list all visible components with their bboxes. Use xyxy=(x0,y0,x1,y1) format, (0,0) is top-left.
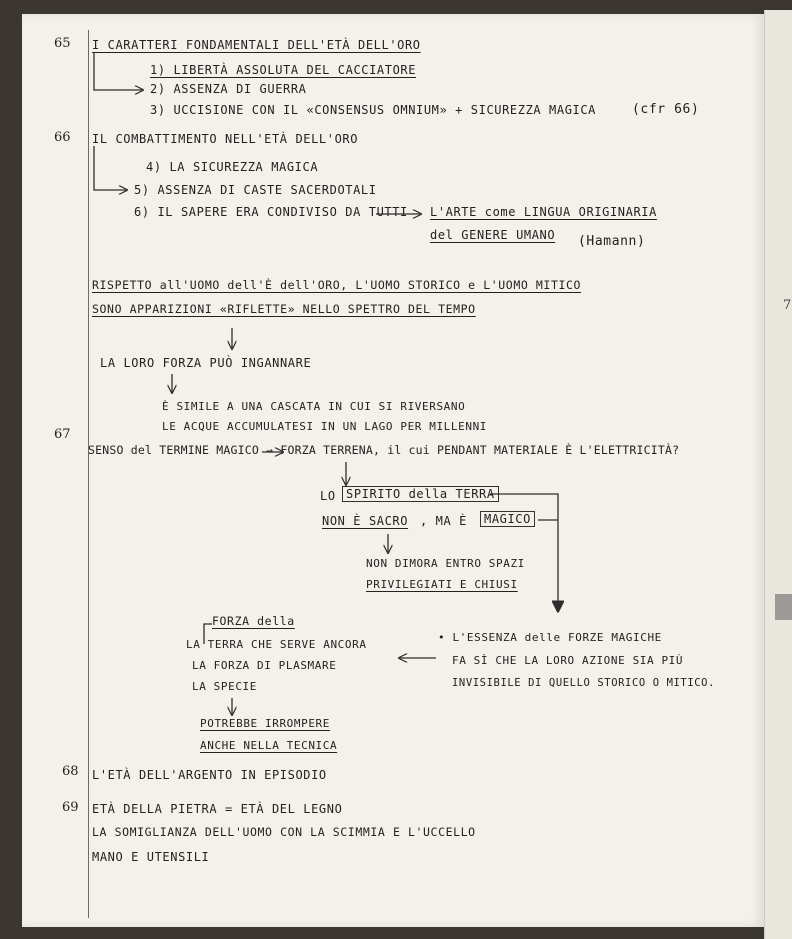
essenza-line-3: INVISIBILE DI QUELLO STORICO O MITICO. xyxy=(452,677,716,689)
line-69c: MANO E UTENSILI xyxy=(92,850,210,864)
forza-line: LA LORO FORZA PUÒ INGANNARE xyxy=(100,356,312,370)
essenza-line-2: FA SÌ CHE LA LORO AZIONE SIA PIÙ xyxy=(452,654,684,667)
margin-number-69: 69 xyxy=(62,800,79,815)
item-1: 1) LIBERTÀ ASSOLUTA DEL CACCIATORE xyxy=(150,63,417,77)
terra-line-2: LA FORZA DI PLASMARE xyxy=(192,659,337,672)
spirito-lo: LO xyxy=(320,489,336,503)
line-68: L'ETÀ DELL'ARGENTO IN EPISODIO xyxy=(92,768,327,782)
line-69: ETÀ DELLA PIETRA = ETÀ DEL LEGNO xyxy=(92,802,343,816)
item-4: 4) LA SICUREZZA MAGICA xyxy=(146,160,319,174)
rispetto-line-1: RISPETTO all'UOMO dell'È dell'ORO, L'UOMO STORICO e L'UOMO MITICO xyxy=(92,278,582,292)
arte-line-2: del GENERE UMANO xyxy=(430,228,556,242)
magico-box: MAGICO xyxy=(480,511,535,527)
margin-number-68: 68 xyxy=(62,764,79,779)
right-page-number: 7 xyxy=(783,298,792,313)
item-3-reference: (cfr 66) xyxy=(632,102,700,117)
potrebbe-line-2: ANCHE NELLA TECNICA xyxy=(200,739,338,752)
margin-number-65: 65 xyxy=(54,36,71,51)
line-66-title: IL COMBATTIMENTO NELL'ETÀ DELL'ORO xyxy=(92,132,359,146)
item-2: 2) ASSENZA DI GUERRA xyxy=(150,82,307,96)
non-e-sacro: NON È SACRO xyxy=(322,514,409,528)
essenza-line-1: • L'ESSENZA delle FORZE MAGICHE xyxy=(438,631,662,644)
item-5: 5) ASSENZA DI CASTE SACERDOTALI xyxy=(134,183,377,197)
potrebbe-line-1: POTREBBE IRROMPERE xyxy=(200,717,331,730)
notebook-page xyxy=(22,14,764,927)
terra-line-1: LA TERRA CHE SERVE ANCORA xyxy=(186,638,367,651)
line-69b: LA SOMIGLIANZA DELL'UOMO CON LA SCIMMIA E L'UCCELLO xyxy=(92,825,476,839)
margin-number-66: 66 xyxy=(54,130,71,145)
page-tab-marker xyxy=(775,594,792,620)
forza-terra-label: FORZA della xyxy=(212,614,295,628)
spirito-box: SPIRITO della TERRA xyxy=(342,486,499,502)
margin-rule xyxy=(88,30,89,918)
item-6: 6) IL SAPERE ERA CONDIVISO DA TUTTI xyxy=(134,205,408,219)
arte-line-1: L'ARTE come LINGUA ORIGINARIA xyxy=(430,205,657,219)
margin-number-67: 67 xyxy=(54,427,71,442)
cascata-line-2: LE ACQUE ACCUMULATESI IN UN LAGO PER MILLENNI xyxy=(162,420,488,433)
right-page-edge xyxy=(764,10,792,939)
arte-reference: (Hamann) xyxy=(578,234,646,249)
rispetto-line-2: SONO APPARIZIONI «RIFLETTE» NELLO SPETTRO DEL TEMPO xyxy=(92,302,476,316)
dimora-line-1: NON DIMORA ENTRO SPAZI xyxy=(366,557,525,570)
item-3: 3) UCCISIONE CON IL «CONSENSUS OMNIUM» + SICUREZZA MAGICA xyxy=(150,103,597,117)
terra-line-3: LA SPECIE xyxy=(192,680,258,693)
ma-e: , MA È xyxy=(420,514,467,528)
line-65-title: I CARATTERI FONDAMENTALI DELL'ETÀ DELL'ORO xyxy=(92,38,421,52)
line-67: SENSO del TERMINE MAGICO → FORZA TERRENA, il cui PENDANT MATERIALE È L'ELETTRICITÀ? xyxy=(88,443,680,457)
cascata-line-1: È SIMILE A UNA CASCATA IN CUI SI RIVERSANO xyxy=(162,400,466,413)
dimora-line-2: PRIVILEGIATI E CHIUSI xyxy=(366,578,518,591)
